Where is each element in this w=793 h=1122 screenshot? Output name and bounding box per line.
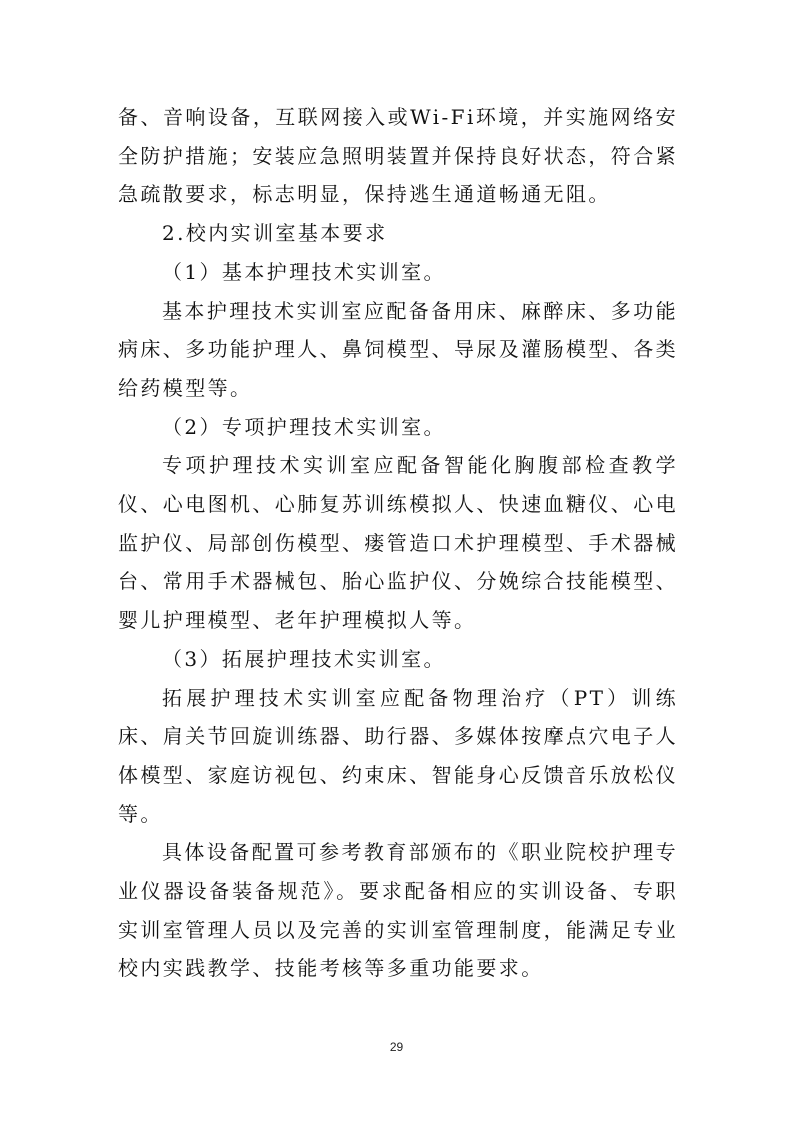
- subsection-heading-basic: （1）基本护理技术实训室。: [162, 259, 446, 284]
- subsection-heading-extended: （3）拓展护理技术实训室。: [162, 646, 446, 671]
- paragraph-extended-equipment: 拓展护理技术实训室应配备物理治疗（PT）训练床、肩关节回旋训练器、助行器、多媒体按摩点穴电子人体模型、家庭访视包、约束床、智能身心反馈音乐放松仪等。: [118, 685, 678, 826]
- subsection-heading-special: （2）专项护理技术实训室。: [162, 414, 446, 439]
- page-number: 29: [389, 1040, 404, 1054]
- section-heading: 2.校内实训室基本要求: [162, 221, 388, 246]
- paragraph-basic-equipment: 基本护理技术实训室应配备备用床、麻醉床、多功能病床、多功能护理人、鼻饲模型、导尿及灌肠模型、各类给药模型等。: [118, 298, 678, 400]
- document-body: [118, 98, 678, 988]
- paragraph-configuration: 具体设备配置可参考教育部颁布的《职业院校护理专业仪器设备装备规范》。要求配备相应的实训设备、专职实训室管理人员以及完善的实训室管理制度，能满足专业校内实践教学、技能考核等多重功能要求。: [118, 840, 678, 981]
- paragraph-special-equipment: 专项护理技术实训室应配备智能化胸腹部检查教学仪、心电图机、心肺复苏训练模拟人、快速血糖仪、心电监护仪、局部创伤模型、瘘管造口术护理模型、手术器械台、常用手术器械包、胎心监护仪、分娩综合技能模型、婴儿护理模型、老年护理模拟人等。: [118, 453, 678, 633]
- paragraph-continuation: 备、音响设备，互联网接入或Wi-Fi环境，并实施网络安全防护措施；安装应急照明装置并保持良好状态，符合紧急疏散要求，标志明显，保持逃生通道畅通无阻。: [118, 105, 678, 207]
